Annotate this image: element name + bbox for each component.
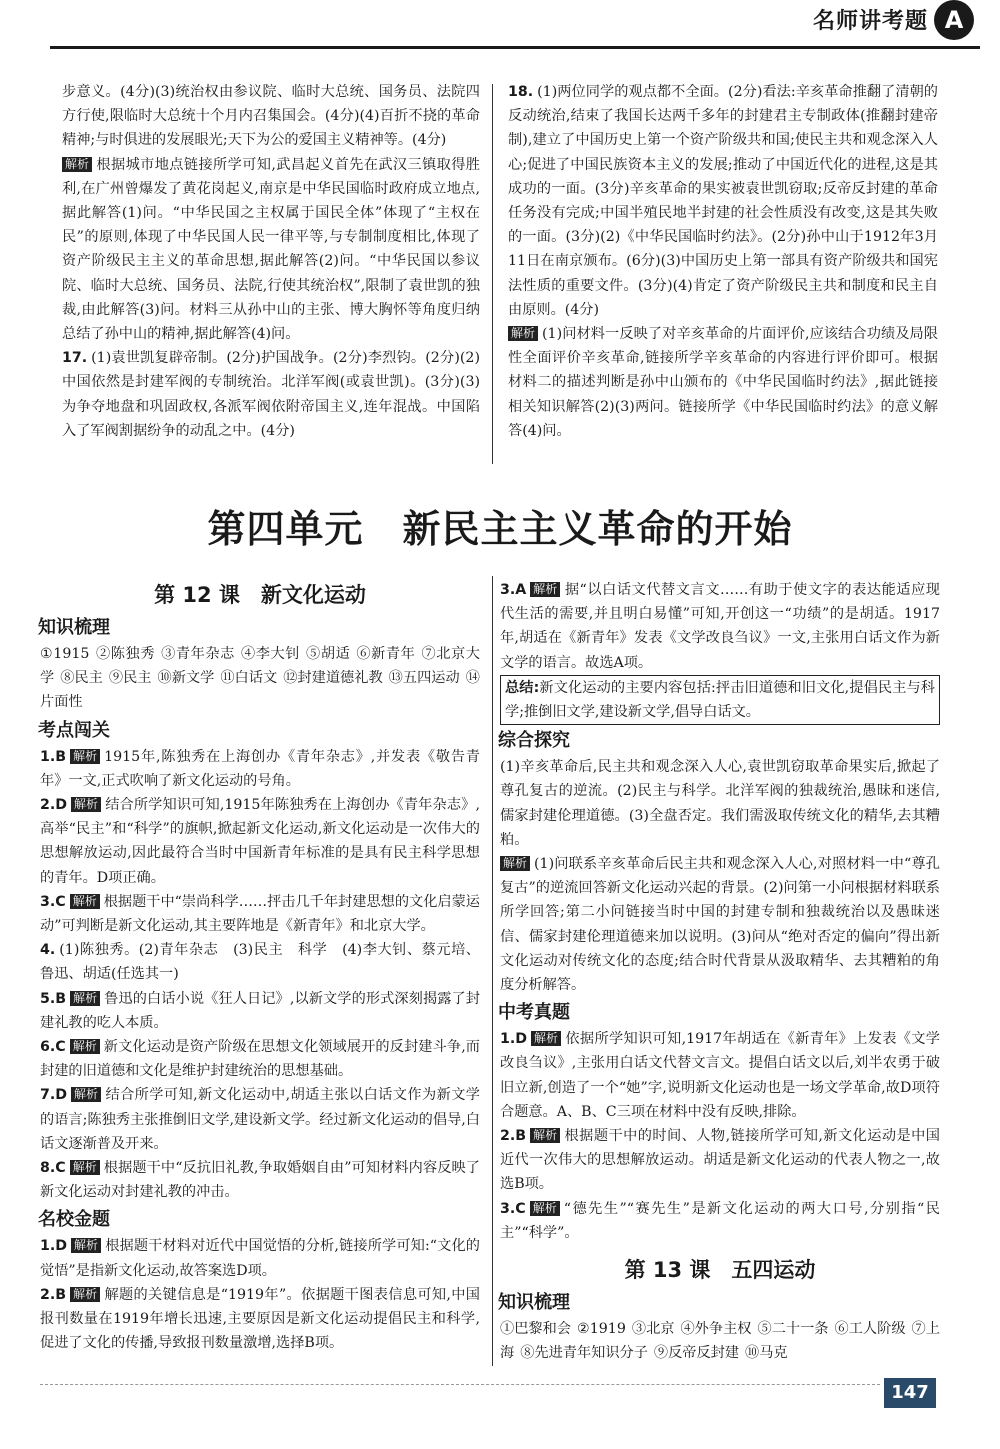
analysis-tag: 解析 (71, 1087, 101, 1102)
analysis-tag: 解析 (531, 1031, 561, 1046)
analysis-tag: 解析 (71, 797, 101, 812)
question-number: 18. (508, 84, 534, 100)
header-rule (50, 46, 980, 49)
analysis-tag: 解析 (508, 326, 538, 341)
knowledge-point: ⑩马克 (745, 1345, 788, 1362)
knowledge-point: ⑨民主 (108, 670, 152, 687)
question-number: 2.B (40, 1286, 67, 1303)
answer-text: 1915年,陈独秀在上海创办《青年杂志》,并发表《敬告青年》一文,正式吹响了新文化运动的号角。 (40, 748, 480, 789)
unit-title: 第四单元 新民主主义革命的开始 (207, 507, 793, 551)
knowledge-point: ②陈独秀 (95, 646, 156, 662)
summary-text: 新文化运动的主要内容包括:抨击旧道德和旧文化,提倡民主与科学;推倒旧文学,建设新文学,倡导白话文。 (505, 679, 935, 721)
knowledge-point: ⑧民主 (60, 670, 103, 687)
analysis-tag: 解析 (70, 1160, 100, 1175)
logo-icon: A (934, 0, 974, 40)
answer-item (40, 890, 480, 938)
answer-17 (62, 346, 480, 443)
question-number: 2.B (500, 1128, 527, 1145)
knowledge-point: ③北京 (631, 1321, 675, 1338)
knowledge-point: ①1915 (40, 646, 90, 662)
question-number: 7.D (40, 1087, 68, 1104)
knowledge-point: ⑭片面性 (40, 670, 480, 711)
knowledge-point: ④外争主权 (680, 1321, 752, 1338)
answer-text: 根据题干中“反抗旧礼教,争取婚姻自由”可知材料内容反映了新文化运动对封建礼教的冲击。 (40, 1160, 480, 1201)
knowledge-points-13 (500, 1317, 940, 1365)
answer-item (500, 1197, 940, 1245)
knowledge-point: ⑤二十一条 (757, 1321, 829, 1338)
analysis-tag: 解析 (70, 1287, 100, 1302)
answer-3-text: 据“以白话文代替文言文……有助于使文字的表达能适应现代生活的需要,并且明白易懂”可知,开创这一“功绩”的是胡适。1917年,胡适在《新青年》发表《文学改良刍议》一文,主张用白话文作为新文学的语言。故选A项。 (500, 582, 940, 671)
answer-item (500, 1124, 940, 1197)
analysis-tag: 解析 (71, 1238, 101, 1253)
answer-item (40, 1156, 480, 1204)
question-number: 4. (40, 942, 56, 959)
knowledge-point: ③青年杂志 (161, 646, 235, 662)
answer-17-text: (1)袁世凯复辟帝制。(2分)护国战争。(2分)李烈钧。(2分)(2)中国依然是封建军阀的专制统治。北洋军阀(或袁世凯)。(3分)(3)为争夺地盘和巩固政权,各派军阀依附帝国主义,连年混战。中国陷入了军阀割据纷争的动乱之中。(4分) (62, 350, 480, 439)
knowledge-point: ⑫封建道德礼教 (283, 670, 383, 687)
knowledge-point: ⑤胡适 (306, 646, 351, 662)
question-number: 6.C (40, 1039, 66, 1056)
answer-item (500, 1027, 940, 1124)
answer-text: 鲁迅的白话小说《狂人日记》,以新文学的形式深刻揭露了封建礼教的吃人本质。 (40, 990, 480, 1031)
answer-text: 新文化运动是资产阶级在思想文化领域展开的反封建斗争,而封建的旧道德和文化是维护封建统治的思想基础。 (40, 1039, 480, 1080)
page-number: 147 (884, 1378, 936, 1408)
top-left-column (62, 80, 480, 443)
knowledge-point: ⑧先进青年知识分子 (520, 1345, 648, 1362)
comprehensive-analysis-text: (1)问联系辛亥革命后民主共和观念深入人心,对照材料一中“尊孔复古”的逆流回答新文化运动兴起的背景。(2)问第一小问根据材料联系所学回答;第二小问链接当时中国的封建专制和独裁统治以及愚昧迷信、儒家封建伦理道德来加以说明。(3)问从“绝对否定的偏向”得出新文化运动对传统文化的态度;结合时代背景从汲取精华、去其糟粕的角度分析解答。 (500, 856, 940, 994)
section-comprehensive: 综合探究 (498, 730, 570, 752)
answer-item (40, 1283, 480, 1356)
analysis-18 (508, 322, 938, 443)
question-number: 3.A (500, 582, 527, 598)
knowledge-points (40, 642, 480, 715)
answer-text: 结合所学可知,新文化运动中,胡适主张以白话文作为新文学的语言;陈独秀主张推倒旧文学,建设新文学。经过新文化运动的倡导,白话文逐渐普及开来。 (40, 1087, 480, 1152)
answer-16-continued: 步意义。(4分)(3)统治权由参议院、临时大总统、国务员、法院四方行使,限临时大总统十个月内召集国会。(4分)(4)百折不挠的革命精神;与时俱进的发展眼光;天下为公的爱国主义精神等。(4分) (62, 84, 480, 149)
lesson-12-title: 第 12 课 新文化运动 (154, 583, 366, 607)
column-divider-bottom (492, 576, 493, 1366)
answer-item (40, 745, 480, 793)
analysis-16-text: 根据城市地点链接所学可知,武昌起义首先在武汉三镇取得胜利,在广州曾爆发了黄花岗起义,南京是中华民国临时政府成立地点,据此解答(1)问。“中华民国之主权属于国民全体”体现了“主权在民”的原则,体现了中华民国人民一律平等,与专制制度相比,体现了资产阶级民主主义的革命思想,据此解答(2)问。“中华民国以参议院、临时大总统、国务员、法院,行使其统治权”,限制了袁世凯的独裁,由此解答(3)问。材料三从孙中山的主张、博大胸怀等角度归纳总结了孙中山的精神,据此解答(4)问。 (62, 156, 480, 343)
section-knowledge-13: 知识梳理 (498, 1292, 570, 1314)
analysis-tag: 解析 (70, 991, 100, 1006)
answer-text: 根据题干材料对近代中国觉悟的分析,链接所学可知:“文化的觉悟”是指新文化运动,故答案选D项。 (40, 1238, 480, 1279)
analysis-18-text: (1)问材料一反映了对辛亥革命的片面评价,应该结合功绩及局限性全面评价辛亥革命,链接所学辛亥革命的内容进行评价即可。根据材料二的描述判断是孙中山颁布的《中华民国临时约法》,据此链接相关知识解答(2)(3)两问。链接所学《中华民国临时约法》的意义解答(4)问。 (508, 326, 938, 439)
knowledge-point: ⑩新文学 (157, 670, 215, 687)
question-number: 5.B (40, 990, 67, 1007)
analysis-tag: 解析 (530, 1201, 560, 1216)
section-zhongkao: 中考真题 (498, 1002, 570, 1024)
question-number: 17. (62, 350, 88, 367)
knowledge-point: ②1919 (577, 1321, 626, 1338)
comprehensive-answer: (1)辛亥革命后,民主共和观念深入人心,袁世凯窃取革命果实后,掀起了尊孔复古的逆流。(2)民主与科学。北洋军阀的独裁统治,愚昧和迷信,儒家封建伦理道德。(3)全盘否定。我们需汲取传统文化的精华,去其糟粕。 (500, 759, 940, 848)
analysis-tag: 解析 (62, 157, 92, 172)
section-knowledge: 知识梳理 (38, 617, 110, 638)
comprehensive-analysis (500, 852, 940, 997)
answer-text: (1)陈独秀。(2)青年杂志 (3)民主 科学 (4)李大钊、蔡元培、鲁迅、胡适(任选其一) (40, 942, 480, 983)
answer-item (40, 793, 480, 890)
answer-item (40, 1083, 480, 1156)
school-items (40, 1234, 480, 1355)
summary-label: 总结: (505, 679, 540, 696)
question-number: 1.B (40, 748, 67, 765)
answer-text: “德先生”“赛先生”是新文化运动的两大口号,分别指“民主”“科学”。 (500, 1200, 940, 1241)
question-number: 1.D (40, 1238, 68, 1255)
answer-item (40, 1035, 480, 1083)
knowledge-point: ⑬五四运动 (388, 670, 460, 687)
column-divider-top (492, 84, 493, 464)
answer-text: 根据题干中“崇尚科学……抨击几千年封建思想的文化启蒙运动”可判断是新文化运动,其主要阵地是《新青年》和北京大学。 (40, 893, 480, 935)
knowledge-point: ⑥新青年 (356, 646, 416, 662)
answer-text: 解题的关键信息是“1919年”。依据题干图表信息可知,中国报刊数量在1919年增长迅速,主要原因是新文化运动提倡民主和科学,促进了文化的传播,导致报刊数量激增,选择B项。 (40, 1286, 480, 1352)
knowledge-point: ①巴黎和会 (500, 1321, 572, 1338)
analysis-tag: 解析 (530, 1128, 560, 1143)
knowledge-point: ⑨反帝反封建 (653, 1345, 740, 1362)
knowledge-point: ⑦上海 (500, 1321, 940, 1362)
lesson-12-column (40, 578, 480, 1355)
analysis-tag: 解析 (70, 749, 100, 764)
answer-18 (508, 80, 938, 322)
answer-item (40, 1234, 480, 1282)
top-right-column (508, 80, 938, 443)
knowledge-point: ⑥工人阶级 (834, 1321, 906, 1338)
lesson-13-title: 第 13 课 五四运动 (624, 1258, 816, 1283)
answer-text: 结合所学知识可知,1915年陈独秀在上海创办《青年杂志》,高举“民主”和“科学”的旗帜,掀起新文化运动,新文化运动是一次伟大的思想解放运动,因此最符合当时中国新青年标准的是具有民主科学思想的青年。D项正确。 (40, 797, 480, 886)
analysis-tag: 解析 (70, 894, 100, 909)
summary-box (500, 675, 940, 725)
knowledge-point: ⑦北京大学 (40, 646, 480, 687)
zhongkao-items (500, 1027, 940, 1245)
question-number: 8.C (40, 1160, 66, 1177)
question-number: 1.D (500, 1031, 528, 1048)
analysis-tag: 解析 (530, 582, 560, 597)
footer-rule (40, 1384, 880, 1385)
analysis-tag: 解析 (70, 1039, 100, 1054)
header-title: 名师讲考题 (812, 9, 928, 34)
question-number: 3.C (500, 1200, 526, 1217)
question-number: 2.D (40, 797, 68, 814)
question-number: 3.C (40, 893, 66, 910)
analysis-16 (62, 153, 480, 347)
analysis-tag: 解析 (500, 856, 530, 871)
exam-items (40, 745, 480, 1205)
answer-text: 依据所学知识可知,1917年胡适在《新青年》上发表《文学改良刍议》,主张用白话文代替文言文。提倡白话文以后,刘半农勇于破旧立新,创造了一个“她”字,说明新文化运动也是一场文学革命,故D项符合题意。A、B、C三项在材料中没有反映,排除。 (500, 1031, 940, 1120)
knowledge-point: ④李大钊 (240, 646, 301, 662)
section-school: 名校金题 (38, 1209, 110, 1231)
knowledge-point: ⑪白话文 (220, 670, 278, 687)
lesson-12-right-column (500, 578, 940, 1365)
section-exam: 考点闯关 (38, 719, 110, 741)
answer-text: 根据题干中的时间、人物,链接所学可知,新文化运动是中国近代一次伟大的思想解放运动。胡适是新文化运动的代表人物之一,故选B项。 (500, 1128, 940, 1193)
answer-item (40, 987, 480, 1035)
answer-item (40, 938, 480, 986)
answer-18-text: (1)两位同学的观点都不全面。(2分)看法:辛亥革命推翻了清朝的反动统治,结束了我国长达两千多年的封建君主专制政体(推翻封建帝制),建立了中国历史上第一个资产阶级共和国;使民主共和观念深入人心;促进了中国民族资本主义的发展;推动了中国近代化的进程,这是其成功的一面。(3分)辛亥革命的果实被袁世凯窃取;反帝反封建的革命任务没有完成;中国半殖民地半封建的社会性质没有改变,这是其失败的一面。(3分)(2)《中华民国临时约法》。(2分)孙中山于1912年3月11日在南京颁布。(6分)(3)中国历史上第一部具有资产阶级共和国宪法性质的重要文件。(3分)(4)肯定了资产阶级民主共和制度和民主自由原则。(4分) (508, 84, 938, 318)
answer-3 (500, 578, 940, 675)
